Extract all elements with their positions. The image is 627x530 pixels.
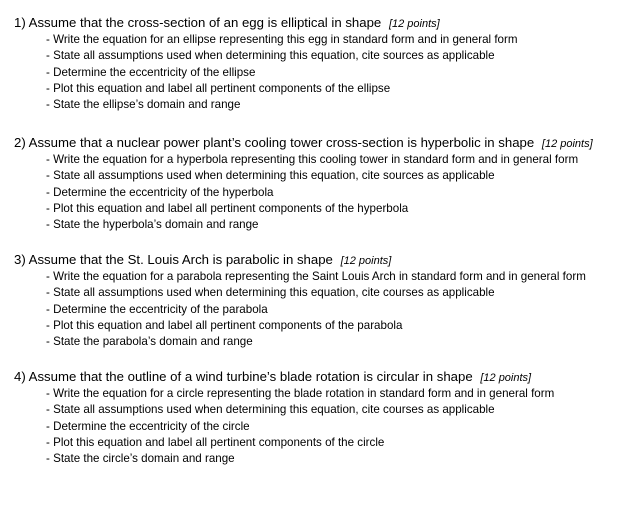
question-1 [14, 14, 624, 113]
task-item: - State all assumptions used when determining this equation, cite sources as applicable [46, 49, 495, 63]
question-number: 1) [14, 15, 26, 30]
task-item: - Determine the eccentricity of the hyperbola [46, 185, 274, 199]
question-heading [14, 134, 624, 152]
task-item: - Write the equation for an ellipse representing this egg in standard form and in general form [46, 33, 518, 46]
question-tasks [14, 32, 624, 113]
task-item: - Write the equation for a circle representing the blade rotation in standard form and in general form [46, 387, 555, 400]
task-item: - Determine the eccentricity of the ellipse [46, 65, 256, 79]
task-item: - State all assumptions used when determining this equation, cite sources as applicable [46, 169, 495, 183]
task-item: - Determine the eccentricity of the parabola [46, 302, 268, 316]
question-title: Assume that a nuclear power plant’s cooling tower cross-section is hyperbolic in shape [28, 135, 535, 150]
question-4 [14, 368, 624, 467]
question-tasks [14, 386, 624, 467]
question-3 [14, 251, 624, 350]
task-item: - Determine the eccentricity of the circle [46, 419, 250, 433]
task-item: - State the circle’s domain and range [46, 452, 235, 466]
task-item: - State all assumptions used when determining this equation, cite courses as applicable [46, 286, 495, 300]
question-tasks [14, 269, 624, 350]
question-heading [14, 251, 624, 269]
question-number: 4) [14, 369, 26, 384]
question-number: 2) [14, 135, 26, 150]
question-title: Assume that the outline of a wind turbine’s blade rotation is circular in shape [28, 369, 473, 384]
question-heading [14, 368, 624, 386]
task-item: - Write the equation for a hyperbola representing this cooling tower in standard form and in general form [46, 153, 579, 166]
task-item: - Write the equation for a parabola representing the Saint Louis Arch in standard form and in general form [46, 270, 586, 283]
question-title: Assume that the St. Louis Arch is parabolic in shape [28, 252, 333, 267]
question-heading [14, 14, 624, 32]
question-tasks [14, 152, 624, 233]
task-item: - Plot this equation and label all pertinent components of the ellipse [46, 81, 391, 95]
question-title: Assume that the cross-section of an egg is elliptical in shape [28, 15, 382, 30]
question-points: [12 points] [480, 372, 532, 384]
task-item: - Plot this equation and label all pertinent components of the circle [46, 435, 385, 449]
question-number: 3) [14, 252, 26, 267]
task-item: - State all assumptions used when determining this equation, cite courses as applicable [46, 403, 495, 417]
task-item: - Plot this equation and label all pertinent components of the parabola [46, 318, 403, 332]
task-item: - Plot this equation and label all pertinent components of the hyperbola [46, 201, 409, 215]
question-points: [12 points] [340, 255, 392, 267]
task-item: - State the ellipse’s domain and range [46, 98, 241, 112]
task-item: - State the hyperbola’s domain and range [46, 218, 259, 232]
question-points: [12 points] [541, 138, 593, 150]
question-points: [12 points] [388, 18, 440, 30]
task-item: - State the parabola’s domain and range [46, 335, 253, 349]
question-2 [14, 134, 624, 233]
